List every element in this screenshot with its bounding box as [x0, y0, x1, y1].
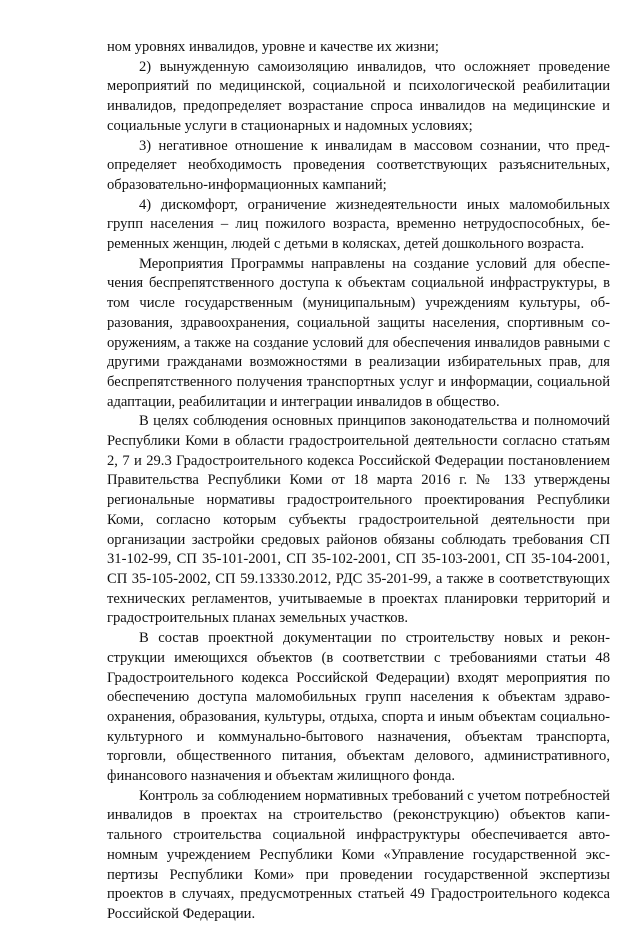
paragraph-item-4: 4) дискомфорт, ограничение жизнедеятельности иных маломобильных групп населения – лиц пожилого возраста, временно нетрудоспособных, беременных женщин, людей с детьми в колясках, детей дошкольного возраста.: [107, 196, 610, 253]
document-page: [107, 38, 610, 925]
paragraph-project-documentation: В состав проектной документации по строительству новых и реконструкции имеющихся объектов (в соответствии с требованиями статьи 48 Градостроительного кодекса Российской Федерации) входят мероприятия по обеспечению доступа маломобильных групп населения к объектам здравоохранения, образования, культуры, отдыха, спорта и иным объектам социально-культурного и коммунально-бытового назначения, объектам транспорта, торговли, общественного питания, объектам делового, административного, финансового назначения и объектам жилищного фонда.: [107, 630, 610, 785]
paragraph-legislation: В целях соблюдения основных принципов законодательства и полномочий Республики Коми в области градостроительной деятельности согласно статьям 2, 7 и 29.3 Градостроительного кодекса Российской Федерации постановлением Правительства Республики Коми от 18 марта 2016 г. № 133 утверждены региональные нормативы градостроительного проектирования Республики Коми, согласно которым субъекты градостроительной деятельности при организации застройки средовых районов обязаны соблюдать требования СП 31-102-99, СП 35-101-2001, СП 35-102-2001, СП 35-103-2001, СП 35-104-2001, СП 35-105-2002, СП 59.13330.2012, РДС 35-201-99, а также в соответствующих технических регламентов, учитываемые в проектах планировки территорий и градостроительных планах земельных участков.: [107, 413, 610, 627]
paragraph-continuation: ном уровнях инвалидов, уровне и качестве их жизни;: [107, 39, 439, 55]
paragraph-item-3: 3) негативное отношение к инвалидам в массовом сознании, что предопределяет необходимость проведения соответствующих разъяснительных, образовательно-информационных кампаний;: [107, 137, 610, 193]
paragraph-control: Контроль за соблюдением нормативных требований с учетом потребностей инвалидов в проектах на строительство (реконструкцию) объектов капитального строительства социальной инфраструктуры обеспечивается автономным учреждением Республики Коми «Управление государственной экспертизы Республики Коми» при проведении государственной экспертизы проектов в случаях, предусмотренных статьей 49 Градостроительного кодекса Российской Федерации.: [107, 787, 610, 922]
paragraph-program-measures: Мероприятия Программы направлены на создание условий для обеспечения беспрепятственного доступа к объектам социальной инфраструктуры, в том числе государственным (муниципальным) учреждениям культуры, образования, здравоохранения, социальной защиты населения, спортивным сооружениям, а также на создание условий для обеспечения инвалидов равными с другими гражданами возможностями в реализации избирательных прав, для беспрепятственного получения транспортных услуг и информации, социальной адаптации, реабилитации и интеграции инвалидов в общество.: [107, 255, 610, 410]
paragraph-item-2: 2) вынужденную самоизоляцию инвалидов, что осложняет проведение мероприятий по медицинской, социальной и психологической реабилитации инвалидов, предопределяет возрастание спроса инвалидов на медицинские и социальные услуги в стационарных и надомных условиях;: [107, 58, 610, 134]
